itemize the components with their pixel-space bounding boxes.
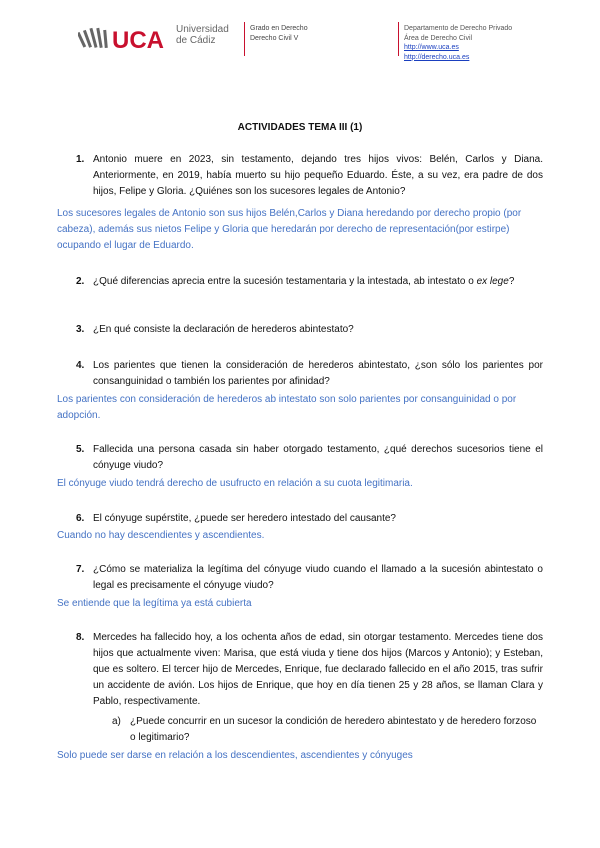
question-5: 5. Fallecida una persona casada sin haber otorgado testamento, ¿qué derechos sucesorios tiene el cónyuge viudo? bbox=[76, 444, 543, 471]
uca-link[interactable]: http://www.uca.es bbox=[404, 44, 459, 51]
document-header bbox=[0, 0, 600, 70]
university-name: Universidad de Cádiz bbox=[176, 24, 229, 46]
department-info: Departamento de Derecho Privado Área de Derecho Civil http://www.uca.es http://derecho.uca.es bbox=[404, 25, 513, 61]
question-6: 6. El cónyuge supérstite, ¿puede ser heredero intestado del causante? bbox=[76, 513, 396, 524]
header-divider bbox=[398, 22, 399, 56]
question-3: 3. ¿En qué consiste la declaración de herederos abintestato? bbox=[76, 324, 354, 335]
answer-8: Solo puede ser darse en relación a los descendientes, ascendientes y cónyuges bbox=[57, 750, 413, 761]
question-4: 4. Los parientes que tienen la consideración de herederos abintestato, ¿son sólo los parientes por consanguinidad o también los parientes por afinidad? bbox=[76, 360, 543, 387]
answer-6: Cuando no hay descendientes y ascendientes. bbox=[57, 530, 265, 541]
answer-5: El cónyuge viudo tendrá derecho de usufructo en relación a su cuota legitimaria. bbox=[57, 478, 413, 489]
derecho-link[interactable]: http://derecho.uca.es bbox=[404, 53, 470, 61]
question-8: 8. Mercedes ha fallecido hoy, a los ochenta años de edad, sin otorgar testamento. Mercedes tiene dos hijos que actualmente viven: Marisa, que está viuda y tiene dos hijos (Marcos y Antonio); y Esteban, que es soltero. El tercer hijo de Mercedes, Enrique, fue declarado fallecido en el año 2015, tras sufrir un accidente de avión. Los hijos de Enrique, que hoy en día tienen 25 y 28 años, se llaman Clara y Pablo, respectivamente. bbox=[76, 632, 543, 707]
degree-info: Grado en Derecho Derecho Civil V bbox=[250, 25, 308, 42]
answer-4: Los parientes con consideración de herederos ab intestato son solo parientes por consanguinidad o por adopción. bbox=[57, 394, 517, 421]
answer-1: Los sucesores legales de Antonio son sus hijos Belén,Carlos y Diana heredando por derecho propio (por cabeza), además sus nietos Felipe y Gloria que heredarán por derecho de representación(por estirpe) ocupando el lugar de Eduardo. bbox=[57, 208, 522, 251]
header-divider bbox=[244, 22, 245, 56]
page-title: ACTIVIDADES TEMA III (1) bbox=[237, 122, 363, 133]
answer-7: Se entiende que la legítima ya está cubierta bbox=[57, 598, 252, 609]
question-8a: a) ¿Puede concurrir en un sucesor la condición de heredero abintestato y de heredero forzoso o legitimario? bbox=[112, 716, 537, 743]
uca-logo bbox=[78, 20, 168, 54]
question-7: 7. ¿Cómo se materializa la legítima del cónyuge viudo cuando el llamado a la sucesión abintestato o legal es precisamente el cónyuge viudo? bbox=[76, 564, 543, 591]
question-1: 1. Antonio muere en 2023, sin testamento, dejando tres hijos vivos: Belén, Carlos y Diana. Anteriormente, en 2019, había muerto su hijo pequeño Eduardo. Éste, a su vez, era padre de dos hijos, Felipe y Gloria. ¿Quiénes son los sucesores legales de Antonio? bbox=[76, 154, 543, 197]
question-2: 2. ¿Qué diferencias aprecia entre la sucesión testamentaria y la intestada, ab intestato o ex lege? bbox=[76, 276, 515, 287]
logo-text: UCA bbox=[112, 27, 164, 54]
